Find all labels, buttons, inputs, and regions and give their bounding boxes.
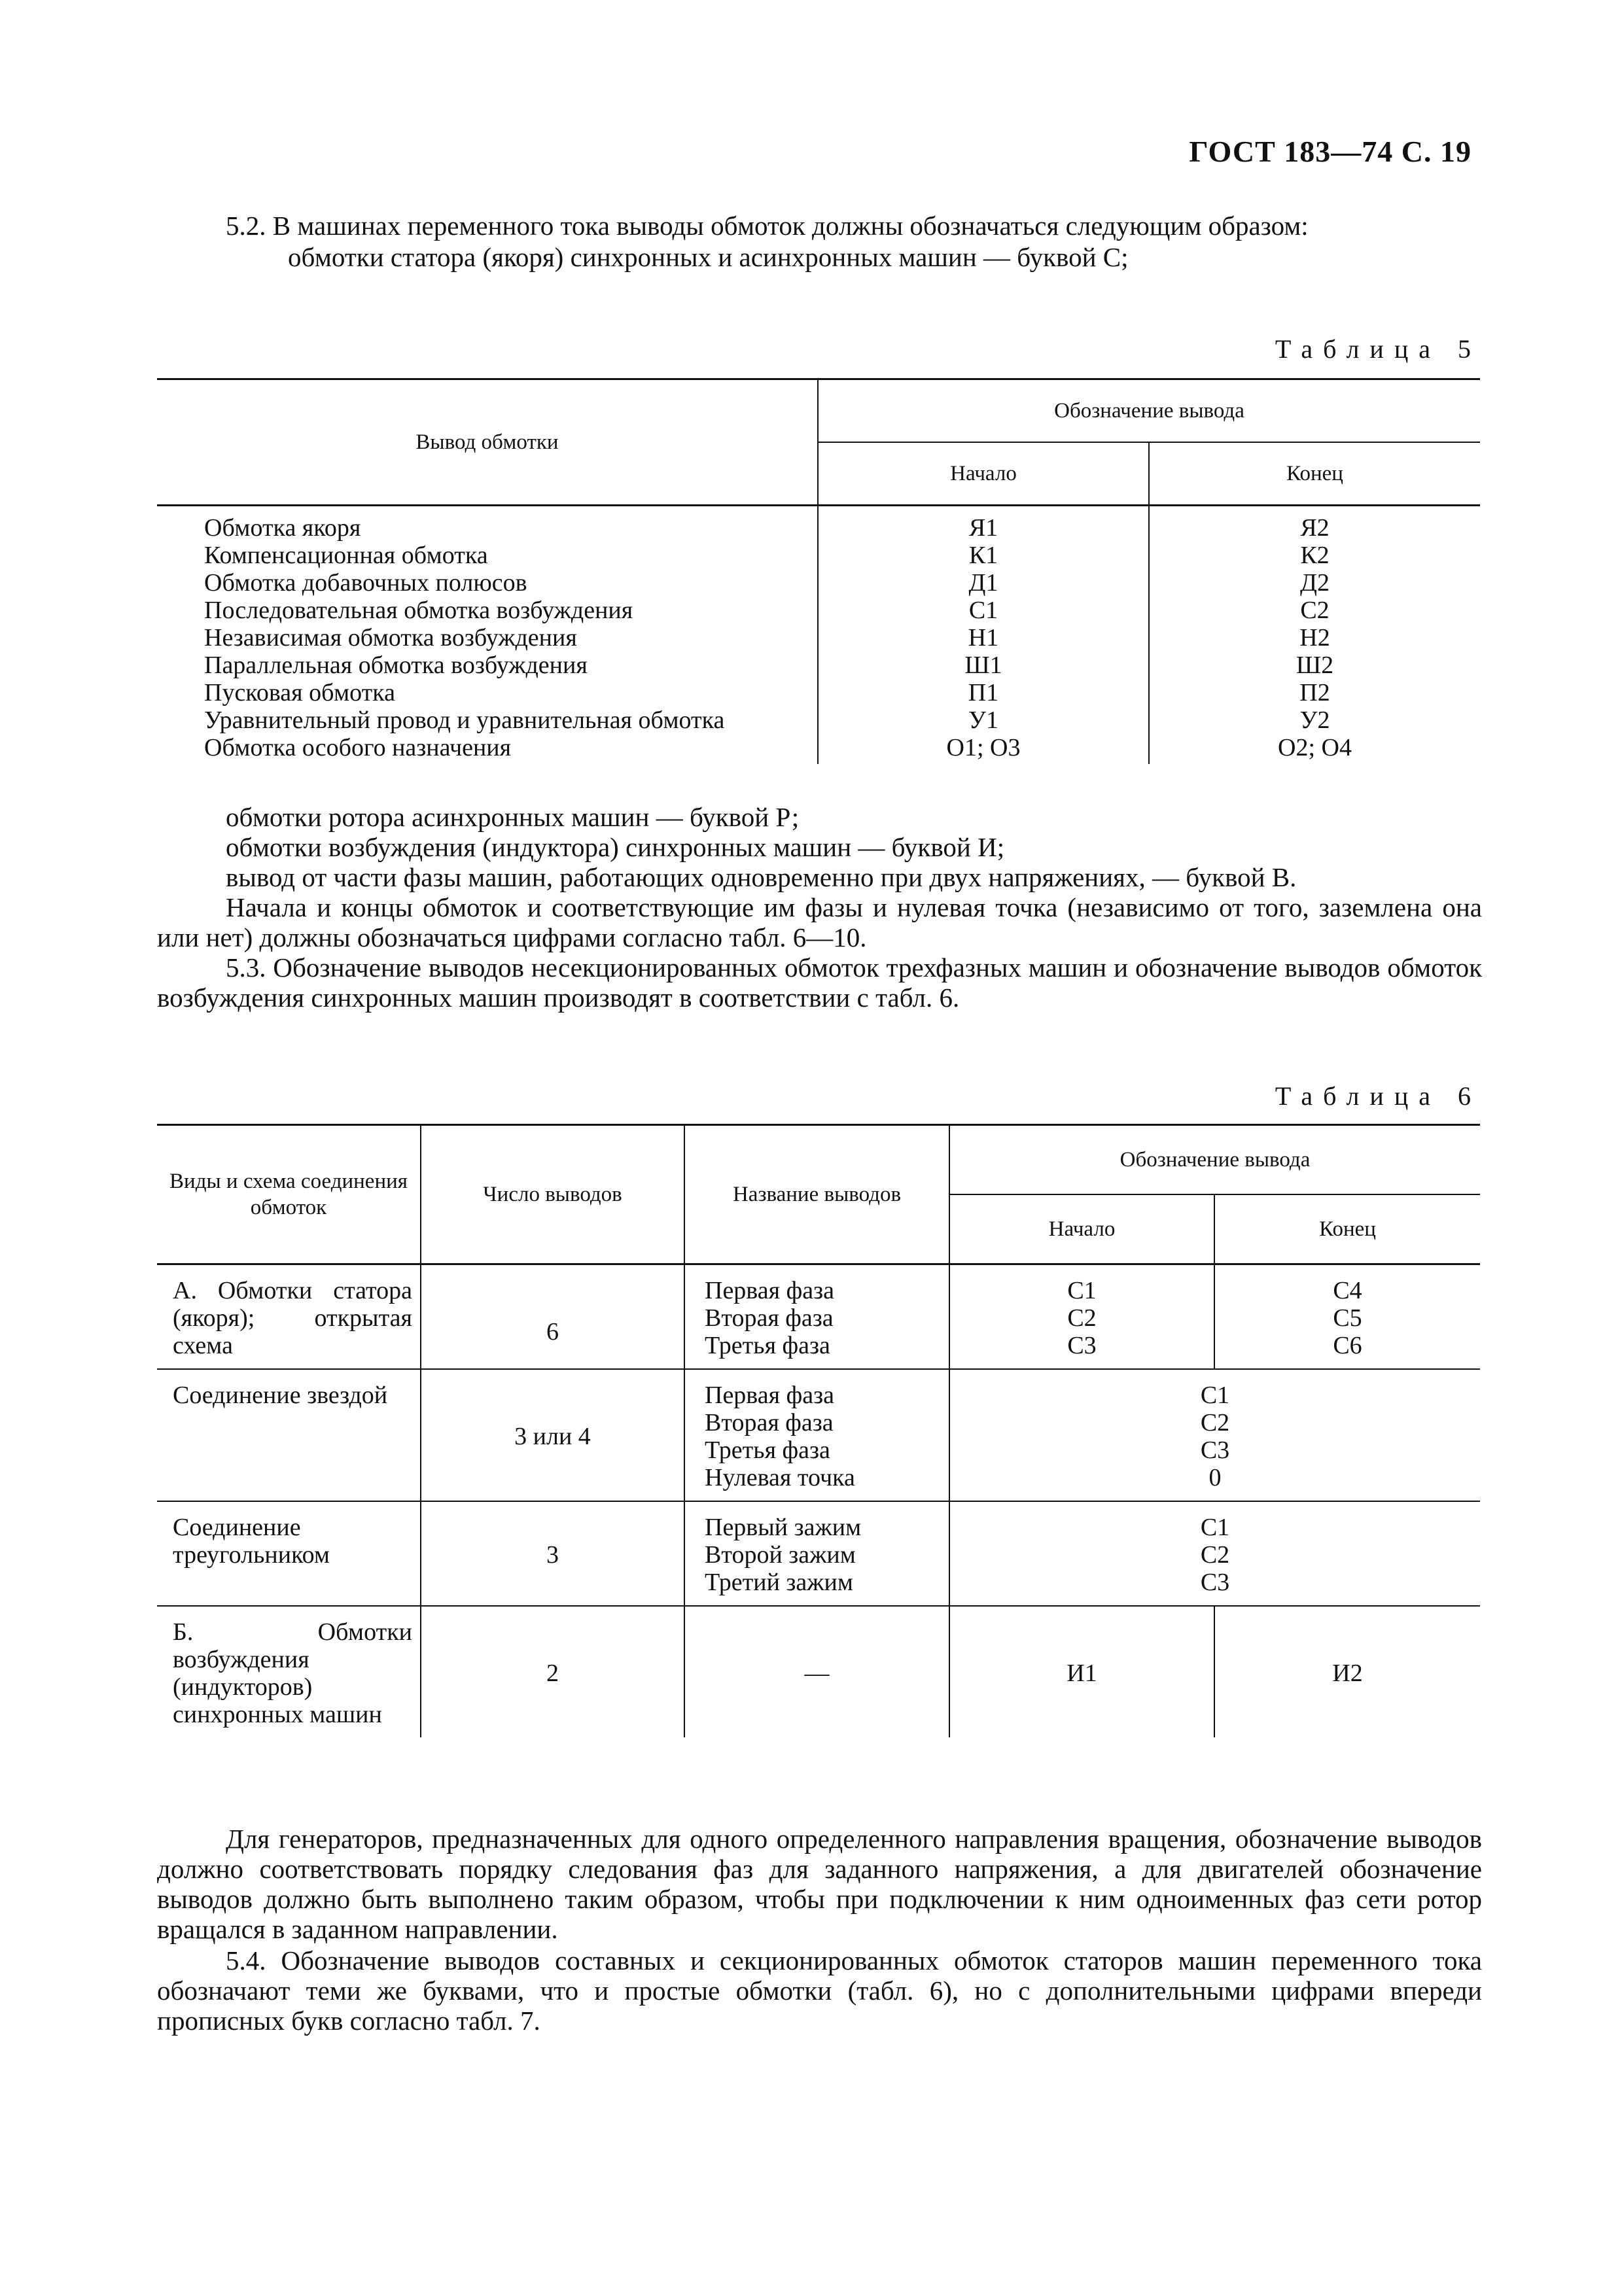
terminal-name: Третья фаза [705,1436,830,1464]
terminal-name: Нулевая точка [705,1464,855,1491]
table5-row-start: О1; О3 [946,734,1021,761]
table5-row-end: О2; О4 [1278,734,1352,761]
table6-names-b: — [684,1606,949,1737]
table6-head-designation: Обозначение вывода [949,1125,1480,1195]
table6-names-a [684,1264,949,1370]
table6-head-names: Название выводов [684,1125,949,1264]
table6-head-end: Конец [1214,1194,1480,1264]
table6-head-count: Число выводов [421,1125,684,1264]
table5-row-end: Я2 [1300,514,1330,542]
table6-kind-a: А. Обмотки статора (якоря); открытая схема [157,1264,421,1370]
table5-row-start: У1 [968,706,998,734]
paragraph-5-3: 5.3. Обозначение выводов несекционированных обмоток трехфазных машин и обозначение выводов обмоток возбуждения синхронных машин производят в соответствии с табл. 6. [157,952,1482,1013]
table6-kind-star: Соединение звездой [157,1369,421,1501]
table5-ends [1149,506,1480,765]
middle-line-phase: вывод от части фазы машин, работающих одновременно при двух напряжениях, — буквой В. [226,862,1297,892]
table6-caption: Таблица 6 [1275,1081,1481,1111]
terminal-name: Вторая фаза [705,1409,834,1436]
table5-row-name: Обмотка якоря [204,514,361,542]
table5-row-end: С2 [1300,597,1330,624]
table5-row-name: Компенсационная обмотка [204,542,488,569]
table6-head-kind: Виды и схема соединения обмоток [157,1125,421,1264]
table-row [157,1501,1480,1606]
table5-head-start: Начало [818,442,1149,506]
table5-names [157,506,818,765]
middle-line-excitation: обмотки возбуждения (индуктора) синхронных машин — буквой И; [226,832,1005,862]
terminal-designation: С2 [1200,1409,1230,1436]
table5-row-start: Я1 [968,514,998,542]
terminal-designation: С3 [1200,1436,1230,1464]
table5-row-end: У2 [1299,706,1330,734]
table6-count-b: 2 [421,1606,684,1737]
table5-row-end: Д2 [1300,569,1330,597]
terminal-designation: 0 [1208,1464,1222,1491]
table6-count-star: 3 или 4 [421,1369,684,1501]
terminal-end: С6 [1333,1332,1362,1359]
table5-row-start: П1 [968,679,999,706]
table6-start-a [949,1264,1214,1370]
terminal-start: С2 [1067,1304,1097,1332]
table6-names-star [684,1369,949,1501]
table5-row-end: П2 [1299,679,1330,706]
paragraph-5-2-stator: обмотки статора (якоря) синхронных и асинхронных машин — буквой С; [288,242,1129,272]
table6-kind-delta: Соединение треугольником [157,1501,421,1606]
paragraph-generators: Для генераторов, предназначенных для одного определенного направления вращения, обозначение выводов должно соответствовать порядку следования фаз для заданного напряжения, а для двигателей обозначение выводов должно быть выполнено таким образом, чтобы при подключении к ним одноименных фаз сети ротор вращался в заданном направлении. [157,1824,1482,1944]
table5-row-name: Обмотка особого назначения [204,734,512,761]
table6-count-a: 6 [421,1264,684,1370]
table5-row-end: Н2 [1299,624,1330,652]
table6 [157,1124,1480,1737]
table5-row-start: С1 [968,597,998,624]
table6-designation-delta [949,1501,1480,1606]
middle-line-rotor: обмотки ротора асинхронных машин — буквой Р; [226,802,800,832]
page-header: ГОСТ 183—74 С. 19 [1189,135,1472,168]
table5-caption: Таблица 5 [1275,334,1481,364]
terminal-designation: С2 [1200,1541,1230,1569]
table5-row-name: Пусковая обмотка [204,679,395,706]
table6-start-b: И1 [949,1606,1214,1737]
paragraph-5-4: 5.4. Обозначение выводов составных и секционированных обмоток статоров машин переменного тока обозначают теми же буквами, что и простые обмотки (табл. 6), но с дополнительными цифрами впереди прописных букв согласно табл. 7. [157,1945,1482,2036]
table6-head-start: Начало [949,1194,1214,1264]
table5-row-start: Н1 [968,624,999,652]
terminal-start: С3 [1067,1332,1097,1359]
table-row [157,1369,1480,1501]
terminal-name: Третья фаза [705,1332,830,1359]
table5-row-end: Ш2 [1296,652,1334,679]
paragraph-5-2: 5.2. В машинах переменного тока выводы обмоток должны обозначаться следующим образом: [226,211,1309,241]
table5-head-end: Конец [1149,442,1480,506]
table6-names-delta [684,1501,949,1606]
terminal-name: Третий зажим [705,1569,853,1596]
terminal-name: Второй зажим [705,1541,856,1569]
table5-head-output: Вывод обмотки [157,379,818,506]
terminal-name: Первая фаза [705,1277,834,1304]
terminal-designation: С3 [1200,1569,1230,1596]
terminal-designation: С1 [1200,1514,1230,1541]
terminal-end: С4 [1333,1277,1362,1304]
table5-head-designation: Обозначение вывода [818,379,1480,443]
table5-row-start: Д1 [968,569,998,597]
table6-count-delta: 3 [421,1501,684,1606]
table5-row-name: Обмотка добавочных полюсов [204,569,527,597]
table5-row-name: Независимая обмотка возбуждения [204,624,577,652]
terminal-start: С1 [1067,1277,1097,1304]
terminal-name: Первая фаза [705,1382,834,1409]
table6-end-a [1214,1264,1480,1370]
terminal-end: С5 [1333,1304,1362,1332]
table5-row-end: К2 [1300,542,1330,569]
table5-row-name: Параллельная обмотка возбуждения [204,652,588,679]
table5-row-start: К1 [968,542,998,569]
table5-row-start: Ш1 [964,652,1002,679]
paragraph-phase-marking: Начала и концы обмоток и соответствующие им фазы и нулевая точка (независимо от того, заземлена она или нет) должны обозначаться цифрами согласно табл. 6—10. [157,892,1482,952]
table-row [157,1264,1480,1370]
table5 [157,378,1480,764]
table6-kind-b: Б. Обмотки возбуждения (индукторов) синхронных машин [157,1606,421,1737]
table6-designation-star [949,1369,1480,1501]
table-row [157,1606,1480,1737]
terminal-name: Первый зажим [705,1514,862,1541]
terminal-name: Вторая фаза [705,1304,834,1332]
table5-body [157,506,1480,765]
table5-starts [818,506,1149,765]
table5-row-name: Уравнительный провод и уравнительная обмотка [204,706,725,734]
table6-end-b: И2 [1332,1660,1363,1687]
terminal-designation: С1 [1200,1382,1230,1409]
table5-row-name: Последовательная обмотка возбуждения [204,597,633,624]
